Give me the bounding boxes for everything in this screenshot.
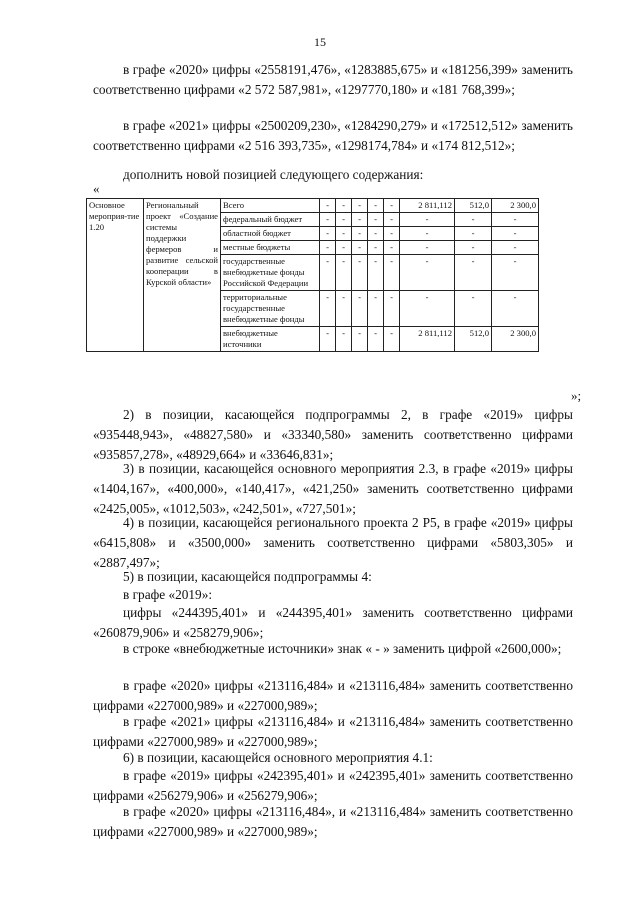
cell: - bbox=[400, 241, 455, 255]
source-name: федеральный бюджет bbox=[221, 213, 320, 227]
cell: - bbox=[384, 291, 400, 327]
cell: - bbox=[320, 213, 336, 227]
cell: - bbox=[492, 241, 539, 255]
project-cell: Региональный проект «Создание системы поддержки фермеров и развитие сельской кооперации в Курской области» bbox=[144, 199, 221, 352]
cell: - bbox=[492, 227, 539, 241]
source-name: внебюджетные источники bbox=[221, 327, 320, 352]
open-quote: « bbox=[93, 181, 100, 196]
paragraph-extrabudget: в строке «внебюджетные источники» знак « - » заменить цифрой «2600,000»; bbox=[123, 641, 562, 656]
cell: - bbox=[336, 291, 352, 327]
cell: 2 300,0 bbox=[492, 327, 539, 352]
cell: - bbox=[336, 199, 352, 213]
table-row bbox=[87, 199, 539, 213]
paragraph-add-position: дополнить новой позицией следующего содержания: bbox=[123, 167, 424, 182]
cell: - bbox=[492, 255, 539, 291]
paragraph-item-5: 5) в позиции, касающейся подпрограммы 4: bbox=[123, 569, 372, 584]
cell: - bbox=[384, 213, 400, 227]
cell: 2 811,112 bbox=[400, 327, 455, 352]
cell: - bbox=[384, 241, 400, 255]
cell: - bbox=[336, 255, 352, 291]
measure-cell: Основное мероприя-тие 1.20 bbox=[87, 199, 144, 352]
paragraph-item-2: 2) в позиции, касающейся подпрограммы 2, в графе «2019» цифры «935448,943», «48827,580» и «33340,580» заменить соответственно цифрами «935857,278», «48929,664» и «33646,831»; bbox=[93, 407, 573, 462]
source-name: Всего bbox=[221, 199, 320, 213]
cell: - bbox=[384, 199, 400, 213]
cell: - bbox=[320, 255, 336, 291]
cell: - bbox=[455, 255, 492, 291]
cell: - bbox=[368, 291, 384, 327]
paragraph-2020-figures: в графе «2020» цифры «213116,484» и «213116,484» заменить соответственно цифрами «227000,989» и «227000,989»; bbox=[93, 678, 573, 713]
cell: - bbox=[455, 213, 492, 227]
source-name: государственные внебюджетные фонды Российской Федерации bbox=[221, 255, 320, 291]
paragraph-2019-header: в графе «2019»: bbox=[123, 587, 213, 602]
cell: - bbox=[400, 255, 455, 291]
paragraph-2021: в графе «2021» цифры «2500209,230», «1284290,279» и «172512,512» заменить соответственно цифрами «2 516 393,735», «1298174,784» и «174 812,512»; bbox=[93, 118, 573, 153]
cell: - bbox=[492, 213, 539, 227]
cell: - bbox=[384, 327, 400, 352]
cell: - bbox=[400, 213, 455, 227]
paragraph-2019-figures: цифры «244395,401» и «244395,401» заменить соответственно цифрами «260879,906» и «258279,906»; bbox=[93, 605, 573, 640]
cell: - bbox=[352, 255, 368, 291]
cell: - bbox=[352, 291, 368, 327]
cell: - bbox=[368, 241, 384, 255]
cell: - bbox=[492, 291, 539, 327]
cell: 2 811,112 bbox=[400, 199, 455, 213]
cell: - bbox=[384, 255, 400, 291]
source-name: территориальные государственные внебюджетные фонды bbox=[221, 291, 320, 327]
cell: - bbox=[400, 291, 455, 327]
cell: - bbox=[320, 291, 336, 327]
cell: - bbox=[368, 213, 384, 227]
cell: - bbox=[336, 327, 352, 352]
close-quote: »; bbox=[571, 388, 582, 403]
cell: 512,0 bbox=[455, 327, 492, 352]
paragraph-2021-figures: в графе «2021» цифры «213116,484» и «213116,484» заменить соответственно цифрами «227000,989» и «227000,989»; bbox=[93, 714, 573, 749]
page-number: 15 bbox=[314, 35, 326, 49]
paragraph-2020: в графе «2020» цифры «2558191,476», «1283885,675» и «181256,399» заменить соответственно цифрами «2 572 587,981», «1297770,180» и «181 768,399»; bbox=[93, 62, 573, 97]
cell: - bbox=[336, 241, 352, 255]
cell: - bbox=[384, 227, 400, 241]
paragraph-item-3: 3) в позиции, касающейся основного мероприятия 2.3, в графе «2019» цифры «1404,167», «400,000», «140,417», «421,250» заменить соответственно цифрами «2425,005», «1012,503», «242,501», «727,501»; bbox=[93, 461, 573, 516]
cell: - bbox=[336, 227, 352, 241]
cell: 2 300,0 bbox=[492, 199, 539, 213]
cell: - bbox=[336, 213, 352, 227]
source-name: областной бюджет bbox=[221, 227, 320, 241]
paragraph-4-1-2019: в графе «2019» цифры «242395,401» и «242395,401» заменить соответственно цифрами «256279,906» и «256279,906»; bbox=[93, 768, 573, 803]
cell: - bbox=[400, 227, 455, 241]
cell: - bbox=[352, 227, 368, 241]
cell: - bbox=[368, 227, 384, 241]
cell: - bbox=[352, 327, 368, 352]
cell: - bbox=[368, 199, 384, 213]
cell: - bbox=[320, 241, 336, 255]
paragraph-item-6: 6) в позиции, касающейся основного мероприятия 4.1: bbox=[123, 750, 433, 765]
paragraph-item-4: 4) в позиции, касающейся регионального проекта 2 Р5, в графе «2019» цифры «6415,808» и «3500,000» заменить соответственно цифрами «5803,305» и «2887,497»; bbox=[93, 515, 573, 570]
cell: - bbox=[352, 241, 368, 255]
cell: - bbox=[352, 199, 368, 213]
cell: - bbox=[368, 327, 384, 352]
cell: - bbox=[455, 227, 492, 241]
cell: - bbox=[320, 227, 336, 241]
cell: - bbox=[320, 327, 336, 352]
cell: - bbox=[368, 255, 384, 291]
cell: - bbox=[455, 241, 492, 255]
cell: 512,0 bbox=[455, 199, 492, 213]
cell: - bbox=[455, 291, 492, 327]
paragraph-4-1-2020: в графе «2020» цифры «213116,484», и «213116,484» заменить соответственно цифрами «227000,989» и «227000,989»; bbox=[93, 804, 573, 839]
cell: - bbox=[320, 199, 336, 213]
budget-table bbox=[86, 198, 539, 352]
source-name: местные бюджеты bbox=[221, 241, 320, 255]
cell: - bbox=[352, 213, 368, 227]
